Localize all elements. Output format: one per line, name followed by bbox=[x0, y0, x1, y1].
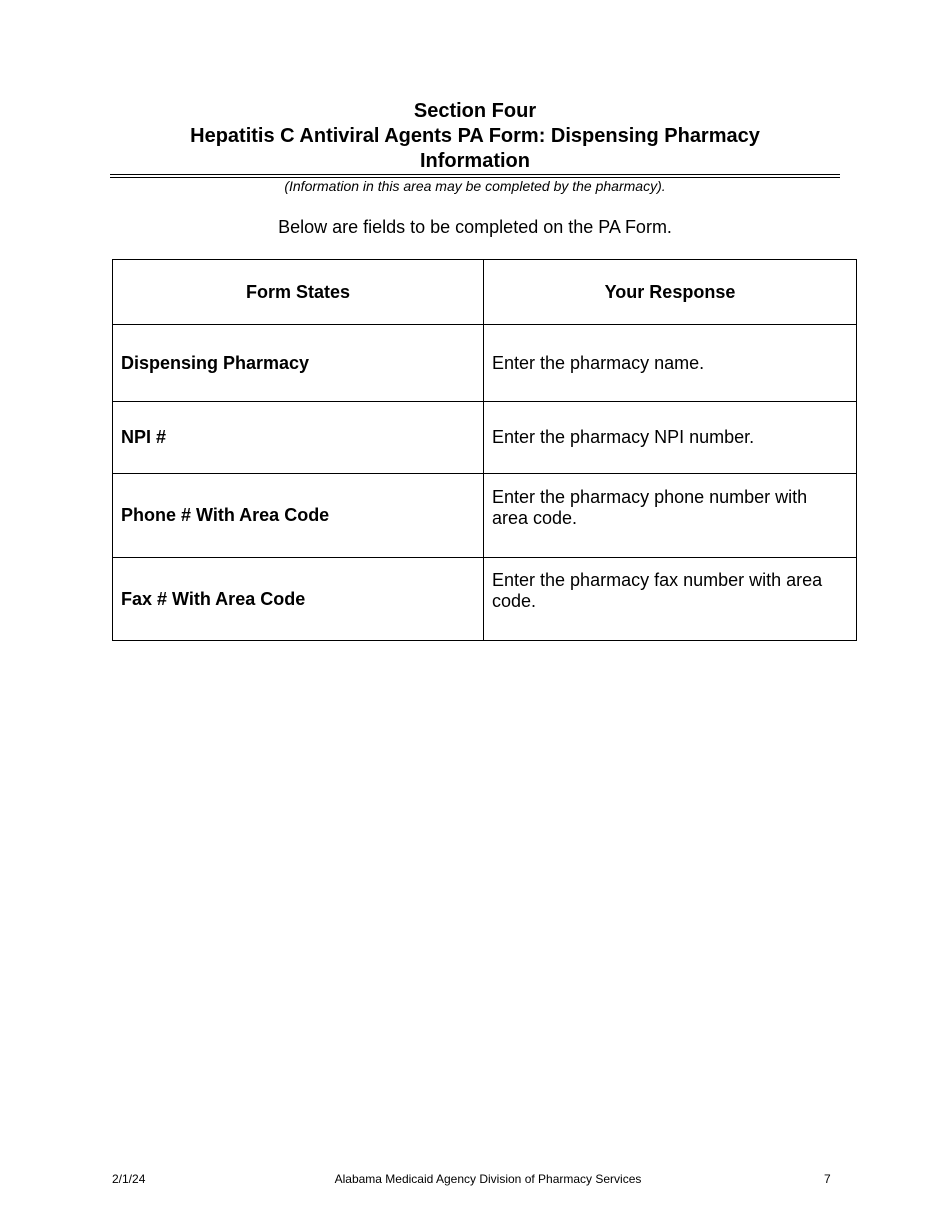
footer-page-number: 7 bbox=[824, 1172, 831, 1186]
field-response bbox=[484, 325, 857, 402]
page-title-line-2: Information bbox=[420, 150, 530, 172]
field-response bbox=[484, 558, 857, 641]
pharmacy-note: (Information in this area may be completed by the pharmacy). bbox=[284, 178, 666, 194]
field-response-text: Enter the pharmacy fax number with area code. bbox=[492, 570, 823, 611]
page-title-line-1: Hepatitis C Antiviral Agents PA Form: Dispensing Pharmacy bbox=[190, 125, 760, 147]
table-row bbox=[113, 325, 857, 402]
table-row bbox=[113, 474, 857, 558]
field-response bbox=[484, 402, 857, 474]
field-response-text: Enter the pharmacy phone number with area code. bbox=[492, 486, 808, 528]
table-row bbox=[113, 558, 857, 641]
table-header-row bbox=[113, 260, 857, 325]
field-response-text: Enter the pharmacy name. bbox=[492, 352, 705, 373]
title-divider-top bbox=[110, 174, 840, 175]
field-response bbox=[484, 474, 857, 558]
column-header-form-states: Form States bbox=[113, 260, 484, 325]
field-label: Dispensing Pharmacy bbox=[113, 325, 484, 402]
intro-text: Below are fields to be completed on the PA Form. bbox=[278, 217, 672, 237]
page-header bbox=[110, 99, 840, 174]
field-response-text: Enter the pharmacy NPI number. bbox=[492, 427, 755, 447]
section-heading: Section Four bbox=[413, 100, 537, 122]
footer-agency: Alabama Medicaid Agency Division of Pharmacy Services bbox=[334, 1172, 642, 1186]
table-row bbox=[113, 402, 857, 474]
form-fields-table bbox=[112, 259, 857, 641]
column-header-your-response: Your Response bbox=[484, 260, 857, 325]
field-label: Phone # With Area Code bbox=[113, 474, 484, 558]
field-label: NPI # bbox=[113, 402, 484, 474]
field-label: Fax # With Area Code bbox=[113, 558, 484, 641]
footer-date: 2/1/24 bbox=[112, 1172, 146, 1186]
